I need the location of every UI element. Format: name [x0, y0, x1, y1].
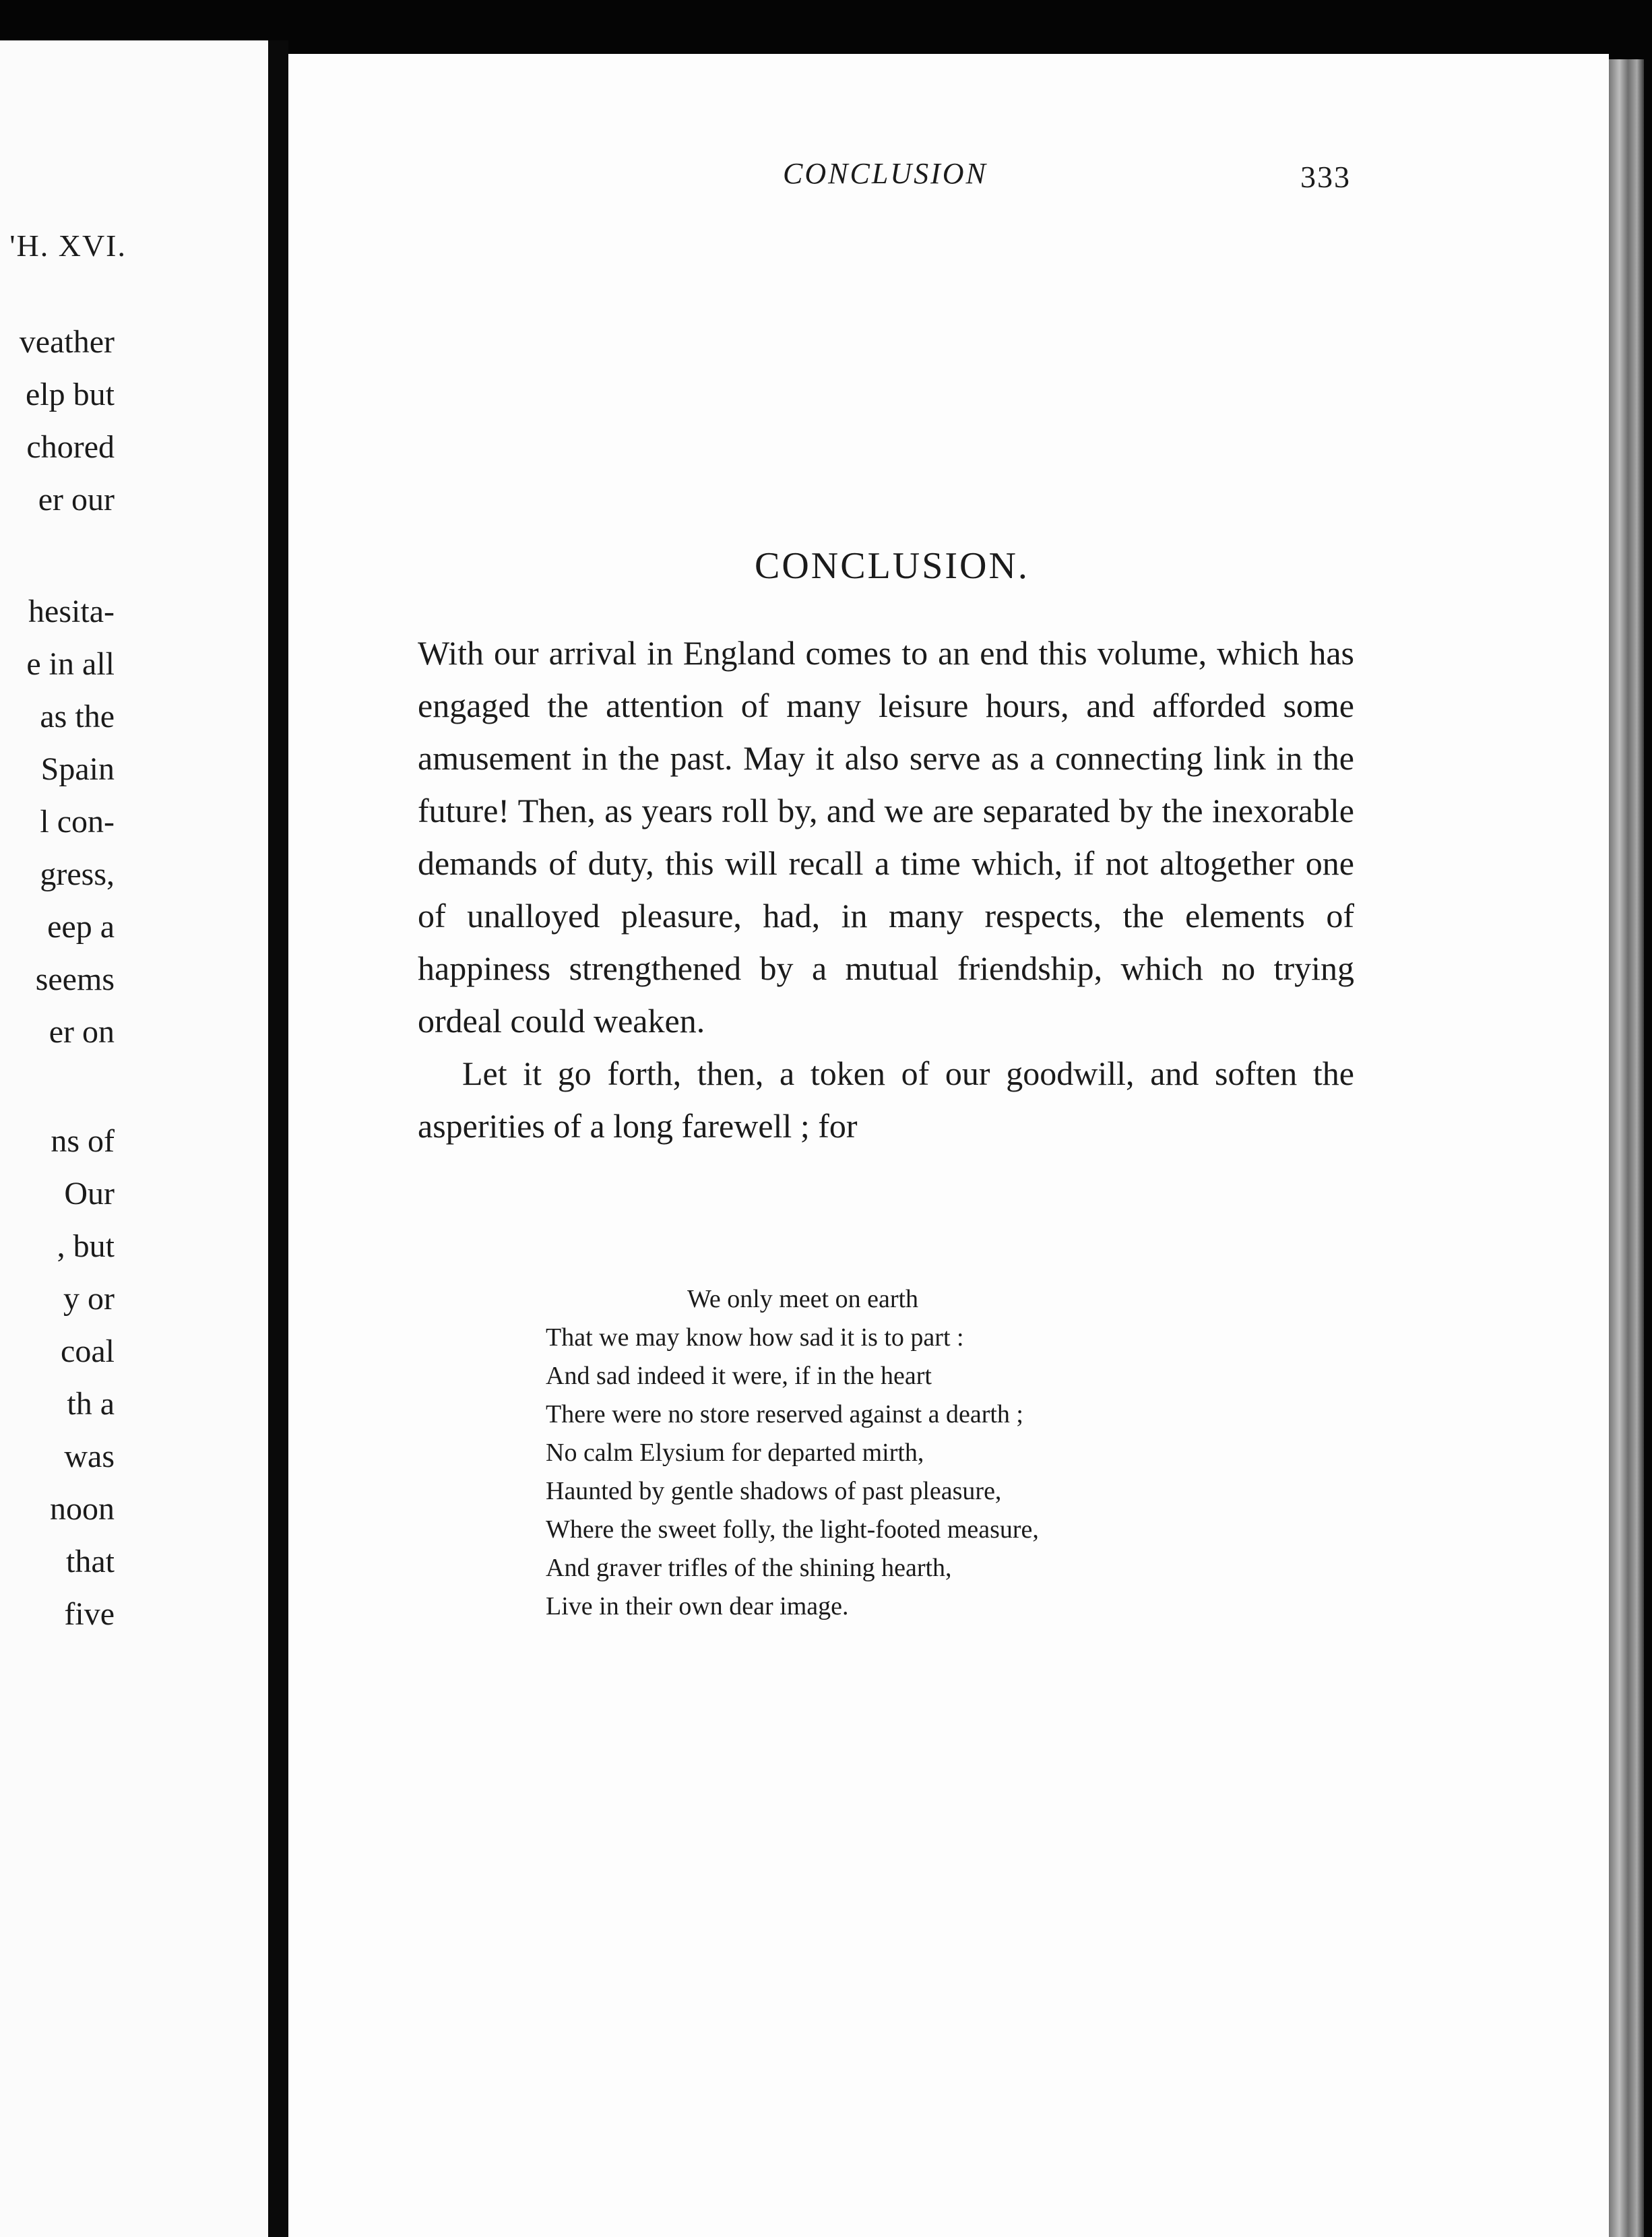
verse-line: Live in their own dear image. — [546, 1592, 849, 1620]
verse-line: We only meet on earth — [687, 1285, 919, 1313]
verse-line: And sad indeed it were, if in the heart — [546, 1362, 932, 1390]
verse-line: No calm Elysium for departed mirth, — [546, 1439, 924, 1467]
verse-line: Where the sweet folly, the light-footed measure, — [546, 1515, 1039, 1544]
left-text-line: five — [64, 1596, 115, 1632]
left-text-line: hesita- — [28, 594, 115, 629]
paragraph: With our arrival in England comes to an end this volume, which has engaged the attention of many leisure hours, and afforded some amusement in the past. May it also serve as a connecting link in the future! Then, as years roll by, and we are separated by the inexorable demands of duty, this will recall a time which, if not altogether one of unalloyed pleasure, had, in many respects, the elements of happiness strengthened by a mutual friendship, which no trying ordeal could weaken. — [418, 634, 1354, 1040]
left-page-fragment — [0, 40, 268, 2237]
left-text-line: Our — [64, 1176, 115, 1211]
page-edge — [1609, 59, 1644, 2237]
verse-line: And graver trifles of the shining hearth, — [546, 1554, 952, 1582]
left-text-line: er our — [38, 482, 115, 517]
left-text-line: elp but — [26, 377, 115, 412]
left-text-line: l con- — [40, 804, 115, 840]
left-text-line: veather — [19, 324, 115, 360]
left-text-line: that — [66, 1544, 115, 1579]
left-text-line: ns of — [51, 1123, 115, 1159]
left-text-line: Spain — [40, 751, 115, 787]
left-running-head: 'H. XVI. — [9, 228, 127, 263]
left-text-line: eep a — [47, 909, 115, 945]
left-text-line: was — [64, 1439, 115, 1474]
page-number: 333 — [1300, 160, 1351, 194]
left-text-line: seems — [35, 962, 115, 997]
body-text — [418, 627, 1354, 1152]
chapter-title: CONCLUSION. — [755, 545, 1029, 587]
book-gutter — [268, 40, 288, 2237]
left-text-line: th a — [67, 1386, 115, 1422]
running-head: CONCLUSION — [783, 157, 988, 190]
left-text-line: noon — [50, 1491, 115, 1527]
left-text-line: chored — [26, 429, 115, 465]
left-text-line: as the — [40, 699, 115, 734]
left-text-line: gress, — [40, 856, 115, 892]
left-text-line: e in all — [26, 646, 115, 682]
left-text-line: coal — [61, 1333, 115, 1369]
left-text-line: er on — [49, 1014, 115, 1050]
verse-line: There were no store reserved against a dearth ; — [546, 1400, 1023, 1428]
left-text-line: y or — [63, 1281, 115, 1317]
verse-line: Haunted by gentle shadows of past pleasure, — [546, 1477, 1002, 1505]
left-text-line: , but — [57, 1228, 115, 1264]
paragraph: Let it go forth, then, a token of our goodwill, and soften the asperities of a long farewell ; for — [418, 1054, 1354, 1145]
verse-line: That we may know how sad it is to part : — [546, 1323, 964, 1352]
verse-quotation — [546, 1280, 1039, 1626]
